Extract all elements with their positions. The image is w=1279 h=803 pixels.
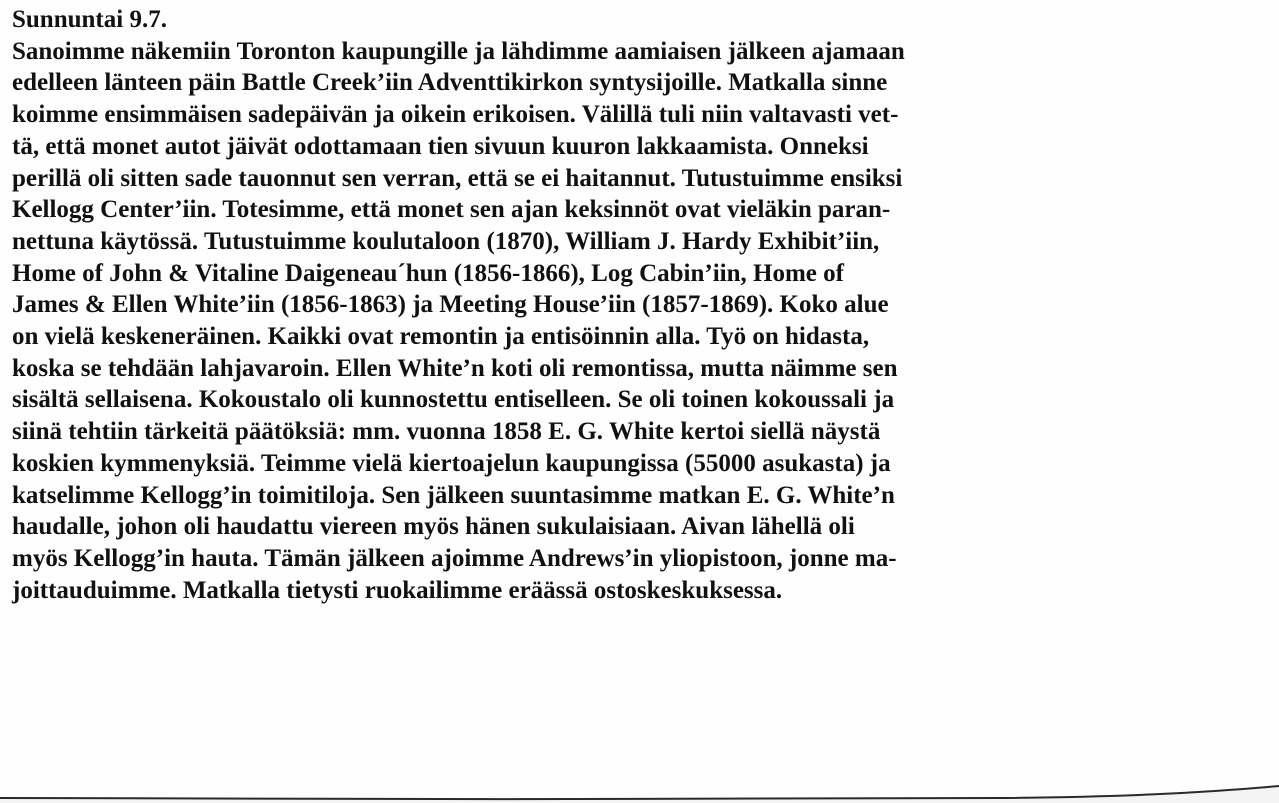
entry-line-7: nettuna käytössä. Tutustuimme koulutaloon (1870), William J. Hardy Exhibit’iin, [12, 227, 880, 255]
entry-line-2: edelleen länteen päin Battle Creek’iin Adventtikirkon syntysijoille. Matkalla sinne [12, 69, 888, 97]
entry-line-11: koska se tehdään lahjavaroin. Ellen White’n koti oli remontissa, mutta näimme sen [12, 354, 898, 382]
entry-line-6: Kellogg Center’iin. Totesimme, että monet sen ajan keksinnöt ovat vieläkin paran- [12, 196, 891, 224]
entry-heading: Sunnuntai 9.7. [12, 6, 167, 33]
paper-bottom-edge [0, 783, 1279, 803]
entry-line-3: koimme ensimmäisen sadepäivän ja oikein erikoisen. Välillä tuli niin valtavasti vet- [12, 101, 899, 129]
entry-line-14: koskien kymmenyksiä. Teimme vielä kiertoajelun kaupungissa (55000 asukasta) ja [12, 449, 891, 477]
entry-line-9: James & Ellen White’iin (1856-1863) ja Meeting House’iin (1857-1869). Koko alue [12, 291, 889, 319]
entry-line-18: joittauduimme. Matkalla tietysti ruokailimme eräässä ostoskeskuksessa. [12, 576, 783, 604]
entry-line-4: tä, että monet autot jäivät odottamaan tien sivuun kuuron lakkaamista. Onneksi [12, 132, 869, 160]
entry-line-1: Sanoimme näkemiin Toronton kaupungille ja lähdimme aamiaisen jälkeen ajamaan [12, 37, 905, 65]
entry-line-5: perillä oli sitten sade tauonnut sen verran, että se ei haitannut. Tutustuimme ensiksi [12, 164, 903, 192]
entry-line-10: on vielä keskeneräinen. Kaikki ovat remontin ja entisöinnin alla. Työ on hidasta, [12, 323, 870, 351]
entry-line-13: siinä tehtiin tärkeitä päätöksiä: mm. vuonna 1858 E. G. White kertoi siellä näystä [12, 418, 881, 446]
entry-line-8: Home of John & Vitaline Daigeneau´hun (1856-1866), Log Cabin’iin, Home of [12, 259, 844, 287]
diary-entry [12, 4, 1274, 606]
paper-edge-shadow [0, 783, 1279, 803]
entry-line-16: haudalle, johon oli haudattu viereen myös hänen sukulaisiaan. Aivan lähellä oli [12, 513, 855, 541]
entry-line-15: katselimme Kellogg’in toimitiloja. Sen jälkeen suuntasimme matkan E. G. White’n [12, 481, 895, 509]
entry-line-12: sisältä sellaisena. Kokoustalo oli kunnostettu entiselleen. Se oli toinen kokoussali ja [12, 386, 895, 414]
entry-line-17: myös Kellogg’in hauta. Tämän jälkeen ajoimme Andrews’in yliopistoon, jonne ma- [12, 544, 897, 572]
